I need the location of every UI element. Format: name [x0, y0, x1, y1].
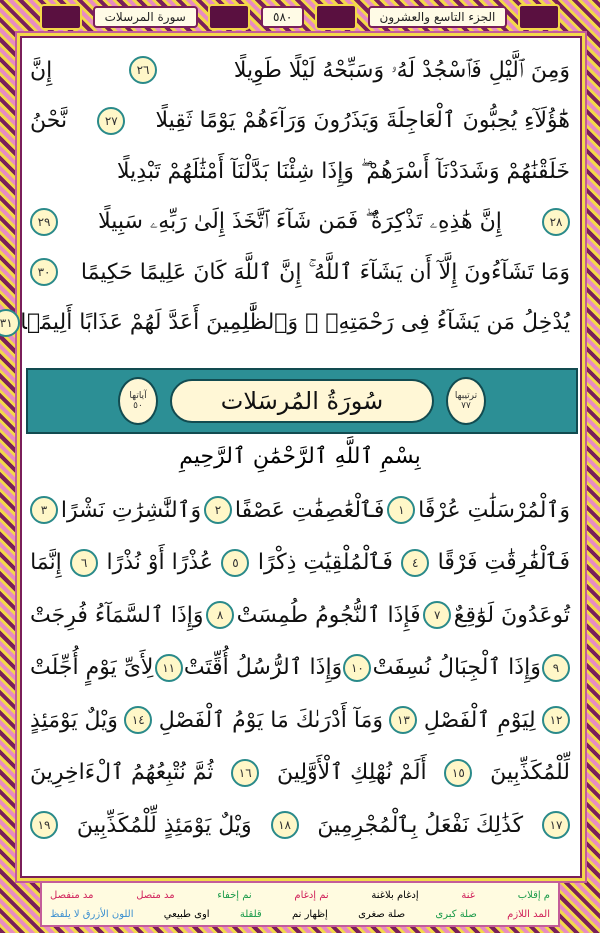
- legend-item: مد متصل: [136, 890, 175, 901]
- ayah-number-marker: ٢٩: [30, 208, 58, 236]
- verses-count: [118, 377, 158, 425]
- verse-text: إِنَّ: [30, 57, 53, 83]
- verse-text: لِّلْمُكَذِّبِينَ: [490, 760, 570, 785]
- verse-text: وَمَآ أَدْرَىٰكَ مَا يَوْمُ ٱلْفَصْلِ: [158, 707, 384, 733]
- verse-line: [30, 700, 570, 740]
- ayah-number-marker: ٣: [30, 496, 58, 524]
- verse-text: إِنَّ هَٰذِهِۦ تَذْكِرَةٌ ۖ فَمَن شَآءَ ٱتَّخَذَ إِلَىٰ رَبِّهِۦ سَبِيلًا: [98, 209, 502, 234]
- ornament-icon: [40, 4, 82, 30]
- verse-line: [30, 753, 570, 793]
- ayah-number-marker: ١١: [155, 654, 183, 682]
- verse-text: ثُمَّ نُتْبِعُهُمُ ٱلْءَاخِرِينَ: [30, 760, 214, 785]
- ayah-number-marker: ٢٨: [542, 208, 570, 236]
- verse-text: كَذَٰلِكَ نَفْعَلُ بِٱلْمُجْرِمِينَ: [317, 812, 524, 838]
- order-value: ٧٧: [461, 401, 471, 411]
- legend-item: قلقلة: [239, 909, 262, 920]
- legend-item: اوى طبيعي: [163, 909, 210, 920]
- verse-line: [0, 303, 570, 343]
- verse-text: فَٱلْفَٰرِقَٰتِ فَرْقًا: [437, 550, 570, 575]
- verse-line: [30, 202, 570, 242]
- surah-banner: [26, 368, 578, 434]
- verse-text: أَلَمْ نُهْلِكِ ٱلْأَوَّلِينَ: [276, 760, 427, 785]
- ayah-number-marker: ٥: [221, 549, 249, 577]
- verse-line: [30, 595, 570, 635]
- ornament-icon: [208, 4, 250, 30]
- verse-text: نَّحْنُ: [30, 108, 68, 133]
- page-header: [0, 0, 600, 34]
- ayah-number-marker: ٢: [204, 496, 232, 524]
- surah-title: سُورَةُ المُرسَلات: [170, 379, 434, 423]
- legend-item: اللون الأزرق لا يلفظ: [50, 909, 134, 920]
- legend-item: م إقلاب: [517, 890, 550, 901]
- ayah-number-marker: ١٨: [271, 811, 299, 839]
- verses-label: آياتها: [129, 391, 147, 401]
- ayah-number-marker: ٣٠: [30, 258, 58, 286]
- verse-text: لِأَىِّ يَوْمٍ أُجِّلَتْ: [30, 655, 154, 680]
- verse-line: [30, 543, 570, 583]
- verse-text: إِنَّمَا: [30, 550, 62, 575]
- verse-text: يُدْخِلُ مَن يَشَآءُ فِى رَحْمَتِهِۦ ۚ وَٱلظَّٰلِمِينَ أَعَدَّ لَهُمْ عَذَابًا أَلِيمًۢا: [20, 310, 570, 335]
- ayah-number-marker: ٤: [401, 549, 429, 577]
- page-number: ٥٨٠: [261, 6, 304, 28]
- verse-line: [30, 490, 570, 530]
- verse-line: [30, 101, 570, 141]
- ornament-icon: [518, 4, 560, 30]
- legend-item: مد منفصل: [50, 890, 94, 901]
- ayah-number-marker: ١٧: [542, 811, 570, 839]
- ayah-number-marker: ٨: [206, 601, 234, 629]
- verse-text: فَإِذَا ٱلنُّجُومُ طُمِسَتْ: [236, 602, 421, 628]
- verse-text: وَإِذَا ٱلْجِبَالُ نُسِفَتْ: [372, 655, 541, 680]
- verse-text: تُوعَدُونَ لَوَٰقِعٌ: [453, 602, 570, 628]
- verse-line: [30, 151, 570, 191]
- ayah-number-marker: ١٢: [542, 706, 570, 734]
- legend-item: غنة: [461, 890, 475, 901]
- ayah-number-marker: ١: [387, 496, 415, 524]
- ayah-number-marker: ١٠: [343, 654, 371, 682]
- verse-text: خَلَقْنَٰهُمْ وَشَدَدْنَآ أَسْرَهُمْ ۖ وَإِذَا شِئْنَا بَدَّلْنَآ أَمْثَٰلَهُمْ تَبْدِيلًا: [117, 158, 570, 184]
- ayah-number-marker: ١٩: [30, 811, 58, 839]
- verse-line: [30, 805, 570, 845]
- ayah-number-marker: ١٥: [444, 759, 472, 787]
- basmala: بِسْمِ ٱللَّهِ ٱلرَّحْمَٰنِ ٱلرَّحِيمِ: [179, 444, 421, 469]
- ayah-number-marker: ١٦: [231, 759, 259, 787]
- verse-line: [30, 252, 570, 292]
- ayah-number-marker: ٩: [542, 654, 570, 682]
- ayah-number-marker: ١٣: [389, 706, 417, 734]
- verse-text: وَيْلٌ يَوْمَئِذٍ: [30, 707, 118, 733]
- legend-item: المد اللازم: [507, 909, 550, 920]
- legend-item: نم إخفاء: [217, 890, 252, 901]
- surah-order: [446, 377, 486, 425]
- ayah-number-marker: ٣١: [0, 309, 20, 337]
- legend-item: نم إدغام: [294, 890, 329, 901]
- legend-item: صلة صغرى: [358, 909, 406, 920]
- verse-text: فَٱلْعَٰصِفَٰتِ عَصْفًا: [234, 497, 385, 523]
- tajweed-legend: [40, 881, 560, 927]
- legend-item: إظهار نم: [291, 909, 328, 920]
- ornament-icon: [315, 4, 357, 30]
- verse-line: [30, 50, 570, 90]
- order-label: ترتيبها: [454, 391, 478, 401]
- legend-item: إدغام بلاغنة: [371, 890, 419, 901]
- ayah-number-marker: ٧: [423, 601, 451, 629]
- verse-text: هَٰٓؤُلَآءِ يُحِبُّونَ ٱلْعَاجِلَةَ وَيَذَرُونَ وَرَآءَهُمْ يَوْمًا ثَقِيلًا: [155, 108, 570, 133]
- verse-text: وَٱلنَّٰشِرَٰتِ نَشْرًا: [60, 497, 202, 523]
- ayah-number-marker: ٢٧: [97, 107, 125, 135]
- verse-text: وَٱلْمُرْسَلَٰتِ عُرْفًا: [418, 497, 570, 523]
- verse-line: [30, 648, 570, 688]
- ayah-number-marker: ١٤: [124, 706, 152, 734]
- verse-text: وَإِذَا ٱلسَّمَآءُ فُرِجَتْ: [30, 602, 204, 628]
- verse-text: عُذْرًا أَوْ نُذْرًا: [106, 550, 214, 575]
- verse-text: وَمَا تَشَآءُونَ إِلَّآ أَن يَشَآءَ ٱللَّهُ ۚ إِنَّ ٱللَّهَ كَانَ عَلِيمًا حَكِيمًا: [80, 259, 570, 285]
- verse-text: وَإِذَا ٱلرُّسُلُ أُقِّتَتْ: [183, 655, 343, 680]
- surah-label: سورة المرسلات: [93, 6, 198, 28]
- ayah-number-marker: ٢٦: [129, 56, 157, 84]
- verse-text: وَمِنَ ٱلَّيْلِ فَٱسْجُدْ لَهُۥ وَسَبِّحْهُ لَيْلًا طَوِيلًا: [233, 57, 570, 83]
- juz-label: الجزء التاسع والعشرون: [368, 6, 508, 28]
- verse-text: فَٱلْمُلْقِيَٰتِ ذِكْرًا: [257, 550, 393, 575]
- legend-item: صلة كبرى: [435, 909, 477, 920]
- ayah-number-marker: ٦: [70, 549, 98, 577]
- legend-row: [50, 886, 550, 905]
- verses-value: ٥٠: [133, 401, 143, 411]
- legend-row: [50, 905, 550, 924]
- verse-text: وَيْلٌ يَوْمَئِذٍ لِّلْمُكَذِّبِينَ: [76, 812, 252, 838]
- verse-text: لِيَوْمِ ٱلْفَصْلِ: [423, 707, 536, 733]
